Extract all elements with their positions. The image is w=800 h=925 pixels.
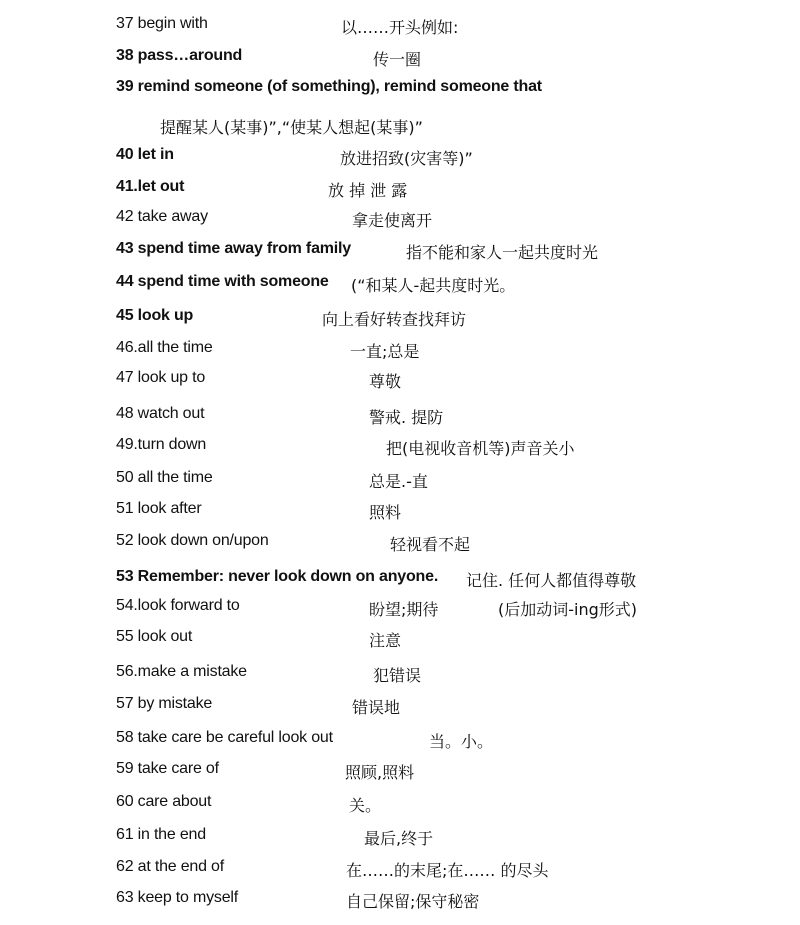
- meaning: 照顾,照料: [345, 763, 415, 782]
- meaning: 最后,终于: [364, 829, 434, 848]
- meaning: 警戒. 提防: [369, 408, 444, 427]
- list-item: [0, 178, 800, 200]
- phrase: 61 in the end: [116, 826, 206, 843]
- meaning: 犯错误: [373, 666, 422, 685]
- meaning: 在……的末尾;在…… 的尽头: [346, 861, 549, 880]
- phrase: 54.look forward to: [116, 597, 240, 614]
- meaning: 当。小。: [429, 732, 494, 751]
- meaning: 轻视看不起: [390, 535, 471, 554]
- phrase: 56.make a mistake: [116, 663, 247, 680]
- meaning: 把(电视收音机等)声音关小: [386, 439, 575, 458]
- meaning: 放进招致(灾害等)”: [340, 149, 473, 168]
- phrase: 57 by mistake: [116, 695, 213, 712]
- list-item: [0, 78, 800, 100]
- phrase: 60 care about: [116, 793, 212, 810]
- list-item: [0, 663, 800, 685]
- meaning: 记住. 任何人都值得尊敬: [466, 571, 637, 590]
- phrase: 62 at the end of: [116, 858, 225, 875]
- phrase: 39 remind someone (of something), remind someone that: [116, 78, 542, 95]
- phrase: 40 let in: [116, 146, 174, 163]
- list-item: [0, 729, 800, 751]
- list-item: [0, 208, 800, 230]
- list-item: [0, 47, 800, 69]
- list-item: [0, 339, 800, 361]
- list-item: [0, 628, 800, 650]
- phrase: 44 spend time with someone: [116, 273, 329, 290]
- meaning: 总是.-直: [369, 472, 428, 491]
- phrase: 49.turn down: [116, 436, 207, 453]
- phrase: 58 take care be careful look out: [116, 729, 333, 746]
- list-item: [0, 695, 800, 717]
- phrase: 55 look out: [116, 628, 193, 645]
- meaning: 盼望;期待: [369, 600, 439, 619]
- phrase: 38 pass…around: [116, 47, 243, 64]
- list-item: [0, 568, 800, 590]
- usage-note: (后加动词-ing形式): [498, 600, 638, 619]
- phrase: 37 begin with: [116, 15, 208, 32]
- phrase: 42 take away: [116, 208, 208, 225]
- meaning: 指不能和家人一起共度时光: [406, 243, 599, 262]
- phrase: 50 all the time: [116, 469, 213, 486]
- list-item-continuation: [0, 115, 800, 137]
- phrase: 41.let out: [116, 178, 185, 195]
- phrase: 59 take care of: [116, 760, 219, 777]
- phrase: 53 Remember: never look down on anyone.: [116, 568, 439, 585]
- list-item: [0, 760, 800, 782]
- phrase: 63 keep to myself: [116, 889, 238, 906]
- phrase: 46.all the time: [116, 339, 213, 356]
- list-item: [0, 793, 800, 815]
- phrase: 51 look after: [116, 500, 202, 517]
- list-item: [0, 369, 800, 391]
- list-item: [0, 15, 800, 37]
- list-item: [0, 240, 800, 262]
- list-item: [0, 889, 800, 911]
- list-item: [0, 826, 800, 848]
- meaning: 自己保留;保守秘密: [346, 892, 480, 911]
- list-item: [0, 500, 800, 522]
- phrase: 52 look down on/upon: [116, 532, 269, 549]
- meaning: 提醒某人(某事)”,“使某人想起(某事)”: [160, 118, 423, 137]
- list-item: [0, 146, 800, 168]
- meaning: 尊敬: [369, 372, 402, 391]
- meaning: 传一圈: [373, 50, 422, 69]
- list-item: [0, 273, 800, 295]
- meaning: 向上看好转查找拜访: [322, 310, 467, 329]
- meaning: 关。: [349, 796, 382, 815]
- meaning: (“和某人-起共度时光。: [351, 276, 516, 295]
- meaning: 一直;总是: [350, 342, 420, 361]
- phrase: 43 spend time away from family: [116, 240, 351, 257]
- list-item: [0, 858, 800, 880]
- list-item: [0, 532, 800, 554]
- list-item: [0, 436, 800, 458]
- meaning: 放 掉 泄 露: [328, 181, 408, 200]
- meaning: 拿走使离开: [352, 211, 433, 230]
- list-item: [0, 469, 800, 491]
- meaning: 注意: [369, 631, 402, 650]
- list-item: [0, 597, 800, 619]
- meaning: 以……开头例如:: [341, 18, 459, 37]
- meaning: 照料: [369, 503, 402, 522]
- list-item: [0, 405, 800, 427]
- meaning: 错误地: [352, 698, 401, 717]
- phrase: 47 look up to: [116, 369, 206, 386]
- list-item: [0, 307, 800, 329]
- phrase: 48 watch out: [116, 405, 205, 422]
- phrase: 45 look up: [116, 307, 194, 324]
